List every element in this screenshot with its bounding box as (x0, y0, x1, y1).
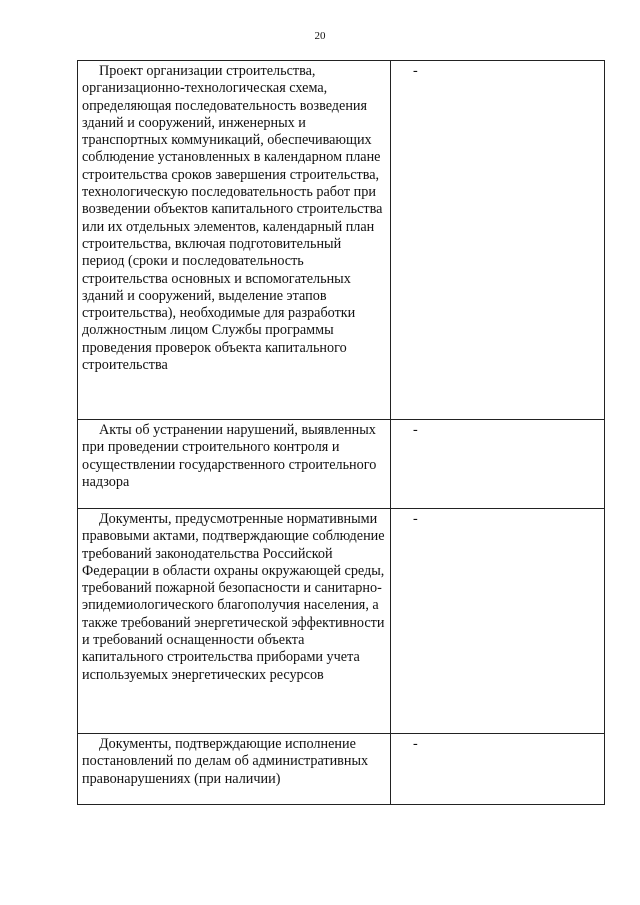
table-row (78, 734, 605, 805)
document-description: Проект организации строительства, организационно-технологическая схема, определяющая последовательность возведения зданий и сооружений, инженерных и транспортных коммуникаций, обеспечивающих соблюдение установленных в календарном плане строительства сроков завершения строительства, технологическую последовательность работ при возведении объектов капитального строительства или их отдельных элементов, календарный план строительства, включая подготовительный период (сроки и последовательность строительства основных и вспомогательных зданий и сооружений, выделение этапов строительства), необходимые для разработки должностным лицом Службы программы проведения проверок объекта капитального строительства (82, 63, 383, 374)
document-cell (78, 734, 391, 805)
document-description: Документы, подтверждающие исполнение постановлений по делам об административных правонарушениях (при наличии) (82, 736, 369, 787)
document-cell (78, 509, 391, 734)
page-number: 20 (314, 30, 326, 42)
document-cell (78, 420, 391, 509)
documents-table (77, 60, 605, 805)
table-row (78, 61, 605, 420)
value-cell (391, 509, 605, 734)
value-dash: - (413, 511, 418, 527)
document-description: Акты об устранении нарушений, выявленных при проведении строительного контроля и осуществлении государственного строительного надзора (82, 422, 377, 490)
value-dash: - (413, 422, 418, 438)
document-description: Документы, предусмотренные нормативными правовыми актами, подтверждающие соблюдение требований законодательства Российской Федерации в области охраны окружающей среды, требований пожарной безопасности и санитарно-эпидемиологического благополучия населения, а также требований энергетической эффективности и требований оснащенности объекта капитального строительства приборами учета используемых энергетических ресурсов (82, 511, 385, 683)
value-cell (391, 734, 605, 805)
document-cell (78, 61, 391, 420)
table-row (78, 509, 605, 734)
value-cell (391, 61, 605, 420)
table-row (78, 420, 605, 509)
value-dash: - (413, 63, 418, 79)
value-dash: - (413, 736, 418, 752)
value-cell (391, 420, 605, 509)
